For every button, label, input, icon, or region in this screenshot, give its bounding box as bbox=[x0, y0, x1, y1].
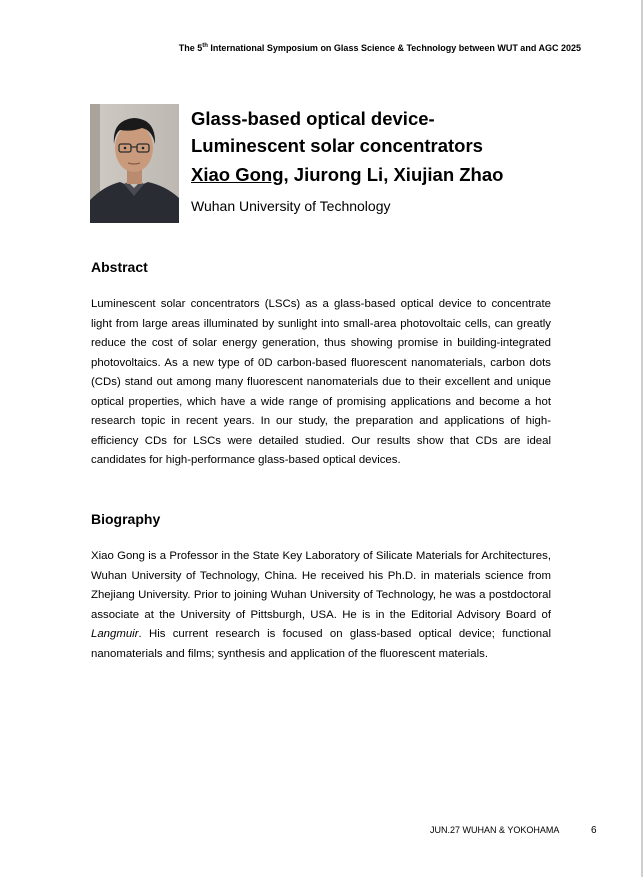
header-superscript: th bbox=[202, 43, 208, 49]
footer-text: JUN.27 WUHAN & YOKOHAMA bbox=[430, 825, 560, 835]
abstract-heading: Abstract bbox=[91, 259, 148, 275]
header-text-pre: The 5 bbox=[178, 43, 203, 53]
abstract-body: Luminescent solar concentrators (LSCs) as a glass-based optical device to concentrate light from large areas illuminated by sunlight into small-area photovoltaic cells, can greatly reduce the cost of solar energy generation, thus showing promise in building-integrated photovoltaics. As a new type of 0D carbon-based fluorescent nanomaterials, carbon dots (CDs) stand out among many fluorescent nanomaterials due to their excellent and unique optical properties, which have a wide range of promising applications and become a hot research topic in recent years. In our study, the preparation and applications of high-efficiency CDs for LSCs were detailed studied. Our results show that CDs are ideal candidates for high-performance glass-based optical devices. bbox=[91, 298, 551, 466]
journal-name: Langmuir bbox=[91, 628, 139, 640]
talk-title-line-2: Luminescent solar concentrators bbox=[191, 135, 483, 156]
biography-body bbox=[91, 547, 551, 664]
running-header bbox=[179, 43, 581, 53]
header-text-post: International Symposium on Glass Science & Technology between WUT and AGC 2025 bbox=[207, 43, 581, 53]
co-authors: , Jiurong Li, Xiujian Zhao bbox=[283, 164, 504, 185]
speaker-photo bbox=[90, 104, 179, 223]
biography-text-post: . His current research is focused on glass-based optical device; functional nanomaterials and films; synthesis and application of the fluorescent materials. bbox=[91, 628, 551, 660]
affiliation: Wuhan University of Technology bbox=[191, 198, 391, 214]
page-number: 6 bbox=[591, 825, 597, 836]
talk-title-line-1: Glass-based optical device- bbox=[191, 108, 435, 129]
biography-text-pre: Xiao Gong is a Professor in the State Key Laboratory of Silicate Materials for Architectures, Wuhan University of Technology, China. He received his Ph.D. in materials science from Zhejiang University. Prior to joining Wuhan University of Technology, he was a postdoctoral associate at the University of Pittsburgh, USA. He is in the Editorial Advisory Board of bbox=[91, 550, 551, 621]
presenting-author: Xiao Gong bbox=[191, 164, 284, 185]
author-list bbox=[191, 164, 503, 186]
talk-title bbox=[191, 105, 483, 159]
biography-heading: Biography bbox=[91, 511, 161, 527]
